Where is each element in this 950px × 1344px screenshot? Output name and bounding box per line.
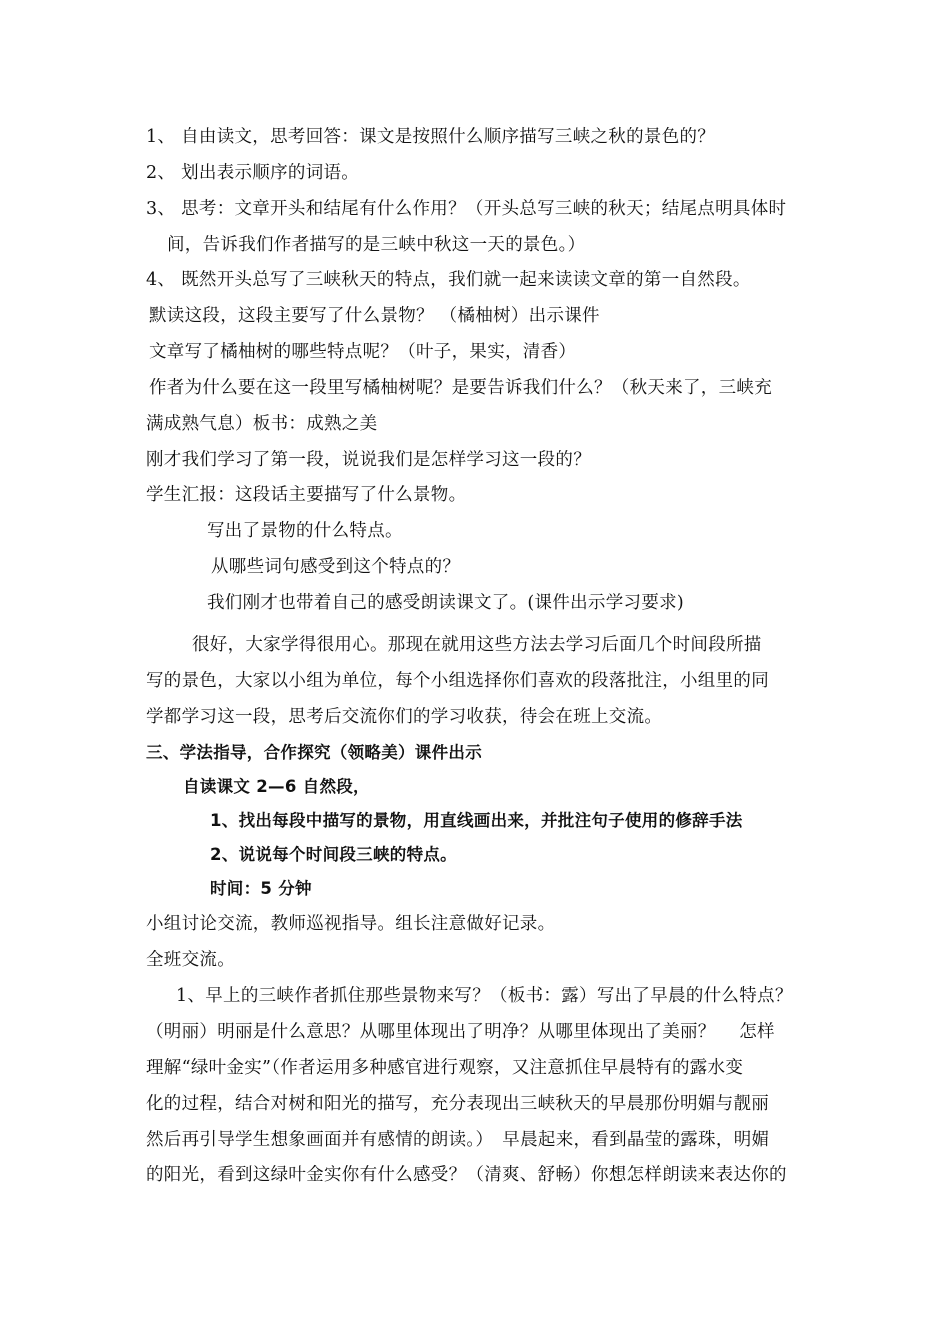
paragraph-line: 我们刚才也带着自己的感受朗读课文了。(课件出示学习要求)	[207, 593, 685, 613]
paragraph-line: 化的过程，结合对树和阳光的描写，充分表现出三峡秋天的早晨那份明媚与靓丽	[146, 1094, 769, 1114]
question-4-line: 4、 既然开头总写了三峡秋天的特点，我们就一起来读读文章的第一自然段。	[146, 270, 751, 290]
question-3-continuation: 间，告诉我们作者描写的是三峡中秋这一天的景色。）	[167, 235, 586, 255]
paragraph-line: 理解“绿叶金实”（作者运用多种感官进行观察，又注意抓住早晨特有的露水变	[146, 1058, 744, 1078]
paragraph-line: 学生汇报：这段话主要描写了什么景物。	[146, 485, 467, 505]
question-1-line: 1、 自由读文，思考回答：课文是按照什么顺序描写三峡之秋的景色的？	[146, 127, 716, 147]
task-item-2: 2、说说每个时间段三峡的特点。	[210, 845, 457, 864]
paragraph-line: 全班交流。	[146, 950, 235, 970]
paragraph-line: 很好，大家学得很用心。那现在就用这些方法去学习后面几个时间段所描	[192, 635, 762, 655]
paragraph-line: （明丽）明丽是什么意思？从哪里体现出了明净？从哪里体现出了美丽？ 怎样	[146, 1022, 775, 1042]
paragraph-line: 1、早上的三峡作者抓住那些景物来写？（板书：露）写出了早晨的什么特点？	[176, 986, 793, 1006]
question-3-line: 3、 思考：文章开头和结尾有什么作用？（开头总写三峡的秋天；结尾点明具体时	[146, 199, 787, 219]
paragraph-line: 小组讨论交流，教师巡视指导。组长注意做好记录。	[146, 914, 556, 934]
paragraph-line: 写出了景物的什么特点。	[207, 521, 403, 541]
paragraph-line: 满成熟气息）板书：成熟之美	[146, 414, 378, 434]
paragraph-line: 作者为什么要在这一段里写橘柚树呢？是要告诉我们什么？（秋天来了，三峡充	[149, 378, 772, 398]
paragraph-line: 文章写了橘柚树的哪些特点呢？（叶子，果实，清香）	[149, 342, 577, 362]
paragraph-line: 写的景色，大家以小组为单位，每个小组选择你们喜欢的段落批注，小组里的同	[146, 671, 769, 691]
section-heading: 三、学法指导，合作探究（领略美）课件出示	[146, 743, 482, 762]
task-time: 时间：5 分钟	[210, 879, 312, 898]
paragraph-line: 默读这段，这段主要写了什么景物？ （橘柚树）出示课件	[149, 306, 600, 326]
paragraph-line: 然后再引导学生想象画面并有感情的朗读。） 早晨起来，看到晶莹的露珠，明媚	[146, 1130, 770, 1150]
question-2-line: 2、 划出表示顺序的词语。	[146, 163, 360, 183]
paragraph-line: 刚才我们学习了第一段，说说我们是怎样学习这一段的？	[146, 450, 591, 470]
paragraph-line: 的阳光，看到这绿叶金实你有什么感受？（清爽、舒畅）你想怎样朗读来表达你的	[146, 1165, 787, 1185]
paragraph-line: 学都学习这一段，思考后交流你们的学习收获，待会在班上交流。	[146, 707, 663, 727]
task-item-1: 1、找出每段中描写的景物，用直线画出来，并批注句子使用的修辞手法	[210, 811, 743, 830]
paragraph-line: 从哪些词句感受到这个特点的？	[211, 557, 461, 577]
task-line: 自读课文 2—6 自然段，	[183, 777, 370, 796]
